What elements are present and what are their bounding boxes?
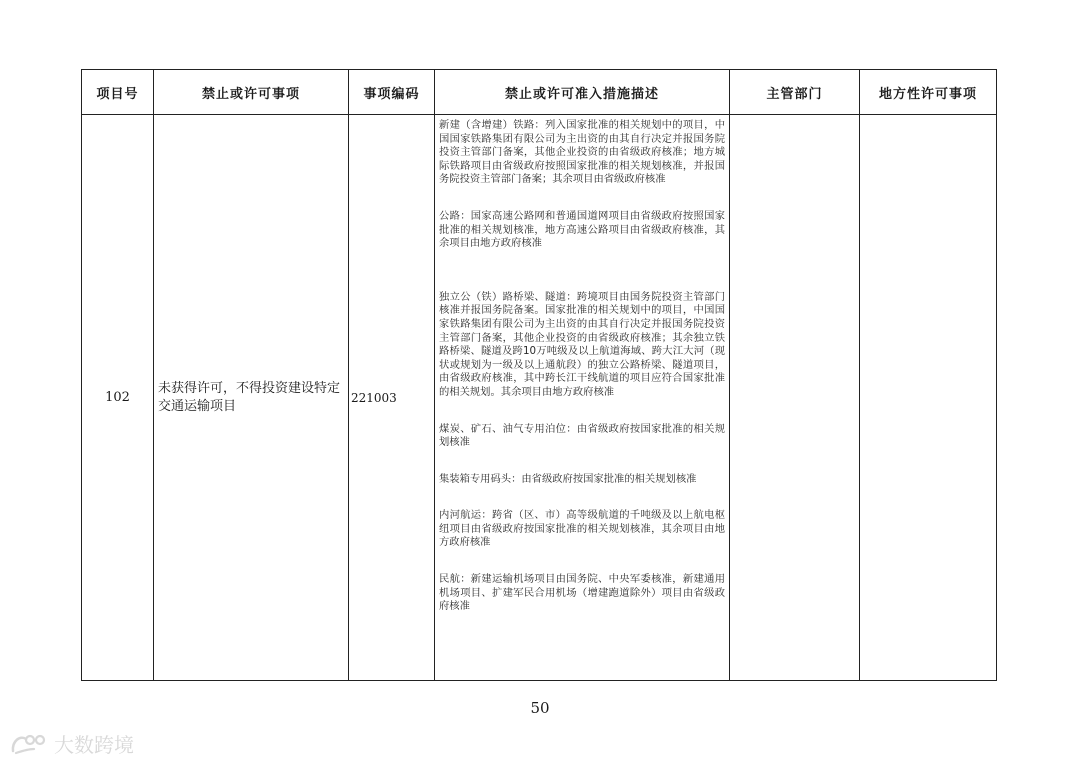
watermark-logo-icon — [10, 731, 50, 757]
watermark — [10, 729, 134, 758]
desc-inland-waterway: 内河航运：跨省（区、市）高等级航道的千吨级及以上航电枢纽项目由省级政府按国家批准的相关规划核准，其余项目由地方政府核准 — [439, 509, 725, 549]
watermark-text: 大数跨境 — [54, 733, 134, 757]
header-measure-description: 禁止或许可准入措施描述 — [435, 70, 730, 115]
table-row — [82, 115, 997, 681]
row-permit-item: 未获得许可，不得投资建设特定交通运输项目 — [154, 115, 349, 681]
desc-highway: 公路：国家高速公路网和普通国道网项目由省级政府按照国家批准的相关规划核准，地方高速公路项目由省级政府核准，其余项目由地方政府核准 — [439, 209, 725, 250]
desc-civil-aviation: 民航：新建运输机场项目由国务院、中央军委核准，新建通用机场项目、扩建军民合用机场（增建跑道除外）项目由省级政府核准 — [439, 573, 725, 613]
row-item-number: 102 — [82, 115, 154, 681]
row-department — [730, 115, 860, 681]
header-department: 主管部门 — [730, 70, 860, 115]
header-permit-item: 禁止或许可事项 — [154, 70, 349, 115]
page-number: 50 — [530, 699, 550, 717]
header-item-code: 事项编码 — [349, 70, 435, 115]
desc-berth: 煤炭、矿石、油气专用泊位：由省级政府按国家批准的相关规划核准 — [439, 422, 725, 449]
desc-container-terminal: 集装箱专用码头：由省级政府按国家批准的相关规划核准 — [439, 472, 697, 485]
row-local-permit — [860, 115, 997, 681]
table-header-row — [82, 70, 997, 115]
desc-railway: 新建（含增建）铁路：列入国家批准的相关规划中的项目，中国国家铁路集团有限公司为主出资的由其自行决定并报国务院投资主管部门备案，其他企业投资的由省级政府核准；地方城际铁路项目由省级政府按照国家批准的相关规划核准，并报国务院投资主管部门备案；其余项目由省级政府核准 — [439, 119, 725, 186]
desc-bridge-tunnel: 独立公（铁）路桥梁、隧道：跨境项目由国务院投资主管部门核准并报国务院备案。国家批准的相关规划中的项目，中国国家铁路集团有限公司为主出资的由其自行决定并报国务院投资主管部门备案，其他企业投资的由省级政府核准；其余独立铁路桥梁、隧道及跨10万吨级及以上航道海域、跨大江大河（现状或规划为一级及以上通航段）的独立公路桥梁、隧道项目，由省级政府核准，其中跨长江干线航道的项目应符合国家批准的相关规划。其余项目由地方政府核准 — [439, 290, 725, 398]
header-item-number: 项目号 — [82, 70, 154, 115]
row-item-code: 221003 — [349, 115, 435, 681]
header-local-permit: 地方性许可事项 — [860, 70, 997, 115]
row-measure-description — [435, 115, 730, 681]
permit-list-table — [81, 69, 997, 681]
